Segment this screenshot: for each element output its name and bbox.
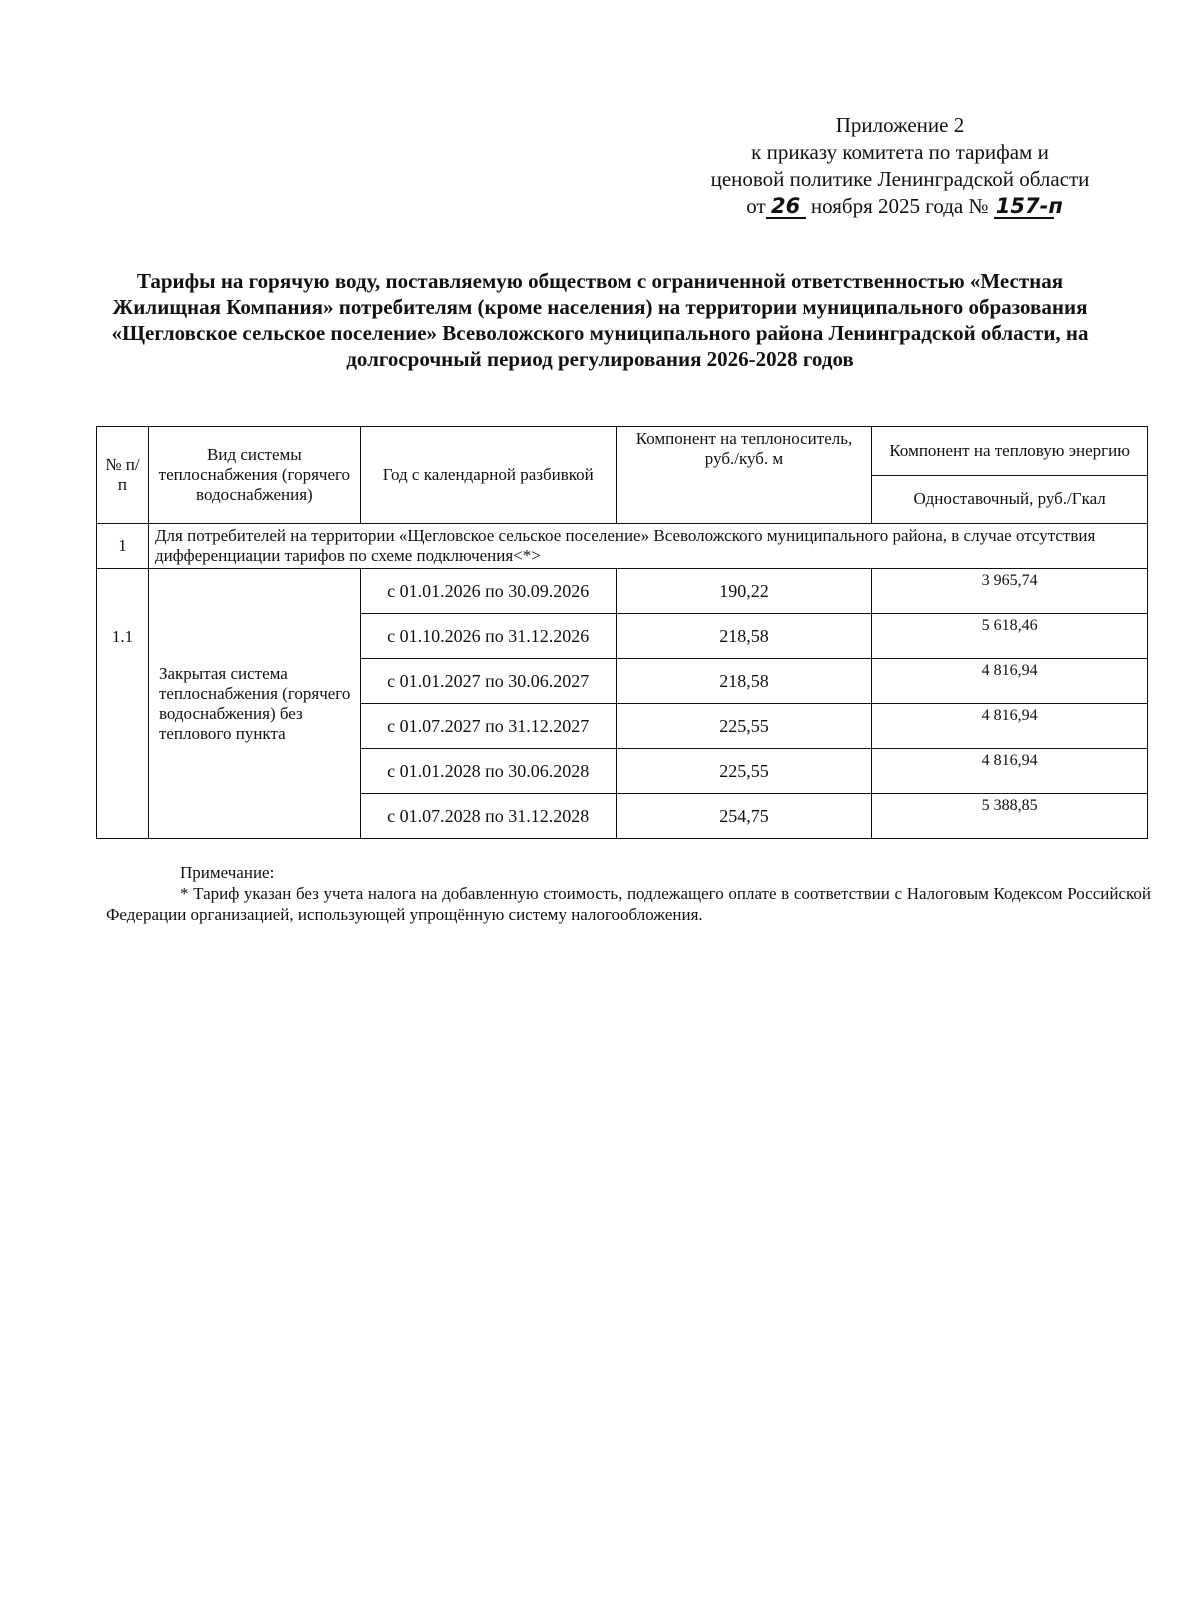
section-num: 1 [97,524,149,569]
group-num: 1.1 [97,569,149,839]
document-title: Тарифы на горячую воду, поставляемую обществом с ограниченной ответственностью «Местная Жилищная Компания» потребителям (кроме населения) на территории муниципального образования «Щегловское сельское поселение» Всеволожского муниципального района Ленинградской области, на долгосрочный период регулирования 2026-2028 годов [111,269,1089,371]
row-energy-value: 4 816,94 [872,659,1148,704]
header-system: Вид системы теплоснабжения (горячего водоснабжения) [148,427,360,524]
row-carrier-value: 254,75 [616,794,872,839]
handwritten-day: 26 [766,195,806,219]
handwritten-order-number: 157-п [995,194,1063,218]
footnote-label: Примечание: [180,863,275,882]
header-num: № п/п [97,427,149,524]
header-energy: Компонент на тепловую энергию [872,427,1148,476]
row-period: с 01.01.2026 по 30.09.2026 [360,569,616,614]
appendix-order-ref: к приказу комитета по тарифам и [751,140,1049,164]
row-period: с 01.10.2026 по 31.12.2026 [360,614,616,659]
appendix-header [660,112,1140,220]
row-period: с 01.07.2028 по 31.12.2028 [360,794,616,839]
header-carrier: Компонент на теплоноситель, руб./куб. м [616,427,872,524]
appendix-committee: ценовой политике Ленинградской области [710,167,1090,191]
row-carrier-value: 225,55 [616,749,872,794]
row-period: с 01.07.2027 по 31.12.2027 [360,704,616,749]
appendix-date-line [660,193,1140,220]
header-year: Год с календарной разбивкой [360,427,616,524]
section-description: Для потребителей на территории «Щегловское сельское поселение» Всеволожского муниципального района, в случае отсутствия дифференциации тарифов по схеме подключения<*> [148,524,1147,569]
footnote-text: * Тариф указан без учета налога на добавленную стоимость, подлежащего оплате в соответствии с Налоговым Кодексом Российской Федерации организацией, использующей упрощённую систему налогообложения. [106,884,1151,924]
date-prefix: от [746,194,766,218]
row-carrier-value: 218,58 [616,659,872,704]
row-carrier-value: 225,55 [616,704,872,749]
table-header-row [97,427,1148,476]
group-system: Закрытая система теплоснабжения (горячего водоснабжения) без теплового пункта [148,569,360,839]
row-period: с 01.01.2028 по 30.06.2028 [360,749,616,794]
row-energy-value: 4 816,94 [872,749,1148,794]
table-section-row [97,524,1148,569]
appendix-title: Приложение 2 [835,113,965,137]
table-row [97,569,1148,614]
row-period: с 01.01.2027 по 30.06.2027 [360,659,616,704]
row-energy-value: 3 965,74 [872,569,1148,614]
row-energy-value: 5 388,85 [872,794,1148,839]
row-energy-value: 5 618,46 [872,614,1148,659]
header-energy-single-rate: Одноставочный, руб./Гкал [872,475,1148,524]
row-energy-value: 4 816,94 [872,704,1148,749]
row-carrier-value: 218,58 [616,614,872,659]
footnote [106,862,1151,925]
row-carrier-value: 190,22 [616,569,872,614]
date-rest: ноября 2025 года № [810,194,989,218]
tariff-table [96,426,1148,839]
